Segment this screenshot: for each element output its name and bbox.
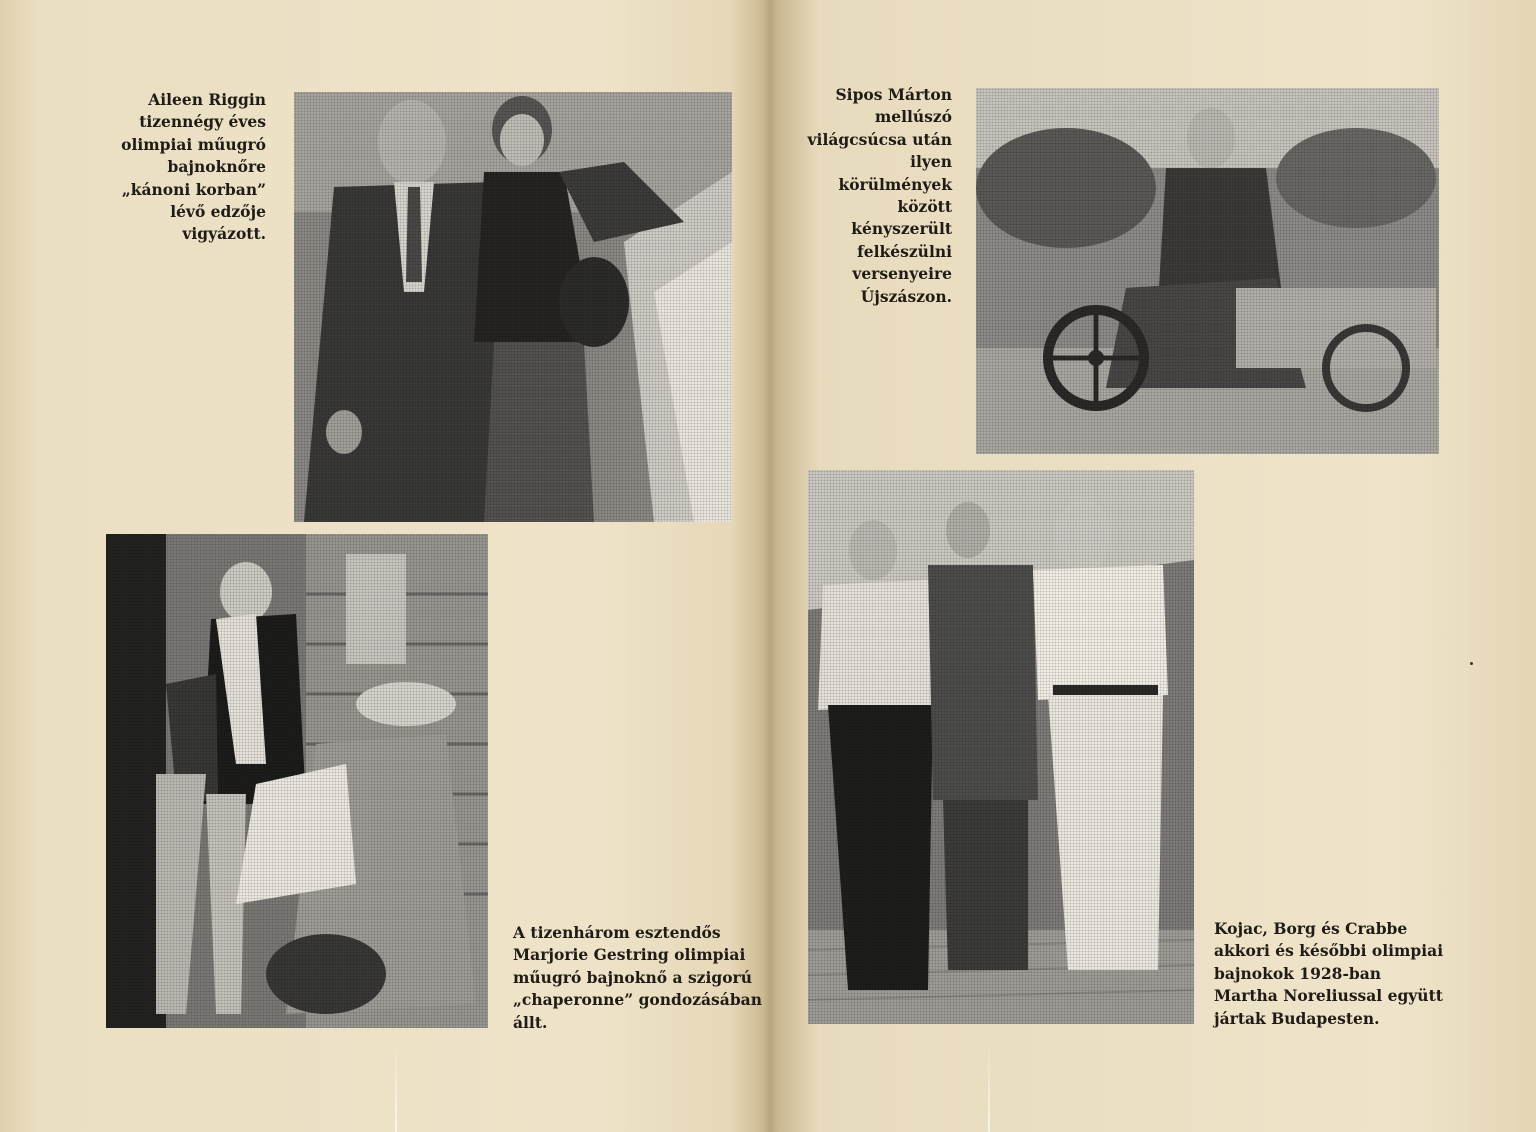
caption-line: bajnoknőre: [167, 157, 266, 177]
caption-line: világcsúcsa után: [807, 129, 952, 149]
photo-kojac-borg-crabbe: [808, 470, 1194, 1024]
caption-line: Sipos Márton: [835, 85, 952, 104]
caption-line: mellúszó: [874, 107, 952, 127]
caption-line: vigyázott.: [182, 224, 266, 244]
caption-kojac-borg-crabbe: [1214, 918, 1474, 1030]
caption-line: Aileen Riggin: [148, 90, 266, 109]
right-page: [768, 0, 1536, 1132]
caption-line: körülmények: [838, 174, 952, 194]
photo-sipos-marton: [976, 88, 1439, 454]
caption-line: ilyen: [910, 152, 952, 172]
paper-crease: [988, 1040, 990, 1132]
caption-marjorie-gestring: [513, 922, 763, 1034]
caption-line: Újszászon.: [860, 286, 952, 306]
caption-line: akkori és későbbi olimpiai: [1214, 941, 1444, 961]
photo-gestring-and-chaperone-image: [106, 534, 488, 1028]
caption-line: felkészülni: [857, 241, 952, 261]
caption-line: műugró bajnoknő a szigorú: [513, 967, 752, 987]
photo-gestring-and-chaperone: [106, 534, 488, 1028]
caption-line: bajnokok 1928-ban: [1214, 963, 1382, 983]
photo-sipos-marton-image: [976, 88, 1439, 454]
caption-line: állt.: [513, 1012, 548, 1032]
caption-line: Marjorie Gestring olimpiai: [513, 945, 746, 965]
caption-sipos-marton: [798, 84, 952, 308]
caption-line: olimpiai műugró: [121, 134, 266, 154]
caption-line: jártak Budapesten.: [1214, 1008, 1380, 1028]
caption-line: „chaperonne” gondozásában: [513, 990, 762, 1010]
caption-line: Martha Noreliussal együtt: [1214, 986, 1443, 1006]
photo-coach-and-diver-image: [294, 92, 732, 522]
caption-line: „kánoni korban”: [121, 179, 266, 199]
caption-line: lévő edzője: [170, 202, 266, 222]
caption-line: versenyeire: [852, 264, 952, 284]
caption-line: kényszerült: [851, 219, 952, 239]
photo-coach-and-diver: [294, 92, 732, 522]
caption-line: tizennégy éves: [139, 112, 266, 132]
caption-aileen-riggin: [100, 89, 266, 246]
caption-line: között: [897, 197, 952, 217]
caption-line: A tizenhárom esztendős: [513, 923, 721, 942]
photo-kojac-borg-crabbe-image: [808, 470, 1194, 1024]
paper-speck: [1470, 662, 1473, 665]
caption-line: Kojac, Borg és Crabbe: [1214, 919, 1408, 938]
paper-crease: [395, 1040, 397, 1132]
